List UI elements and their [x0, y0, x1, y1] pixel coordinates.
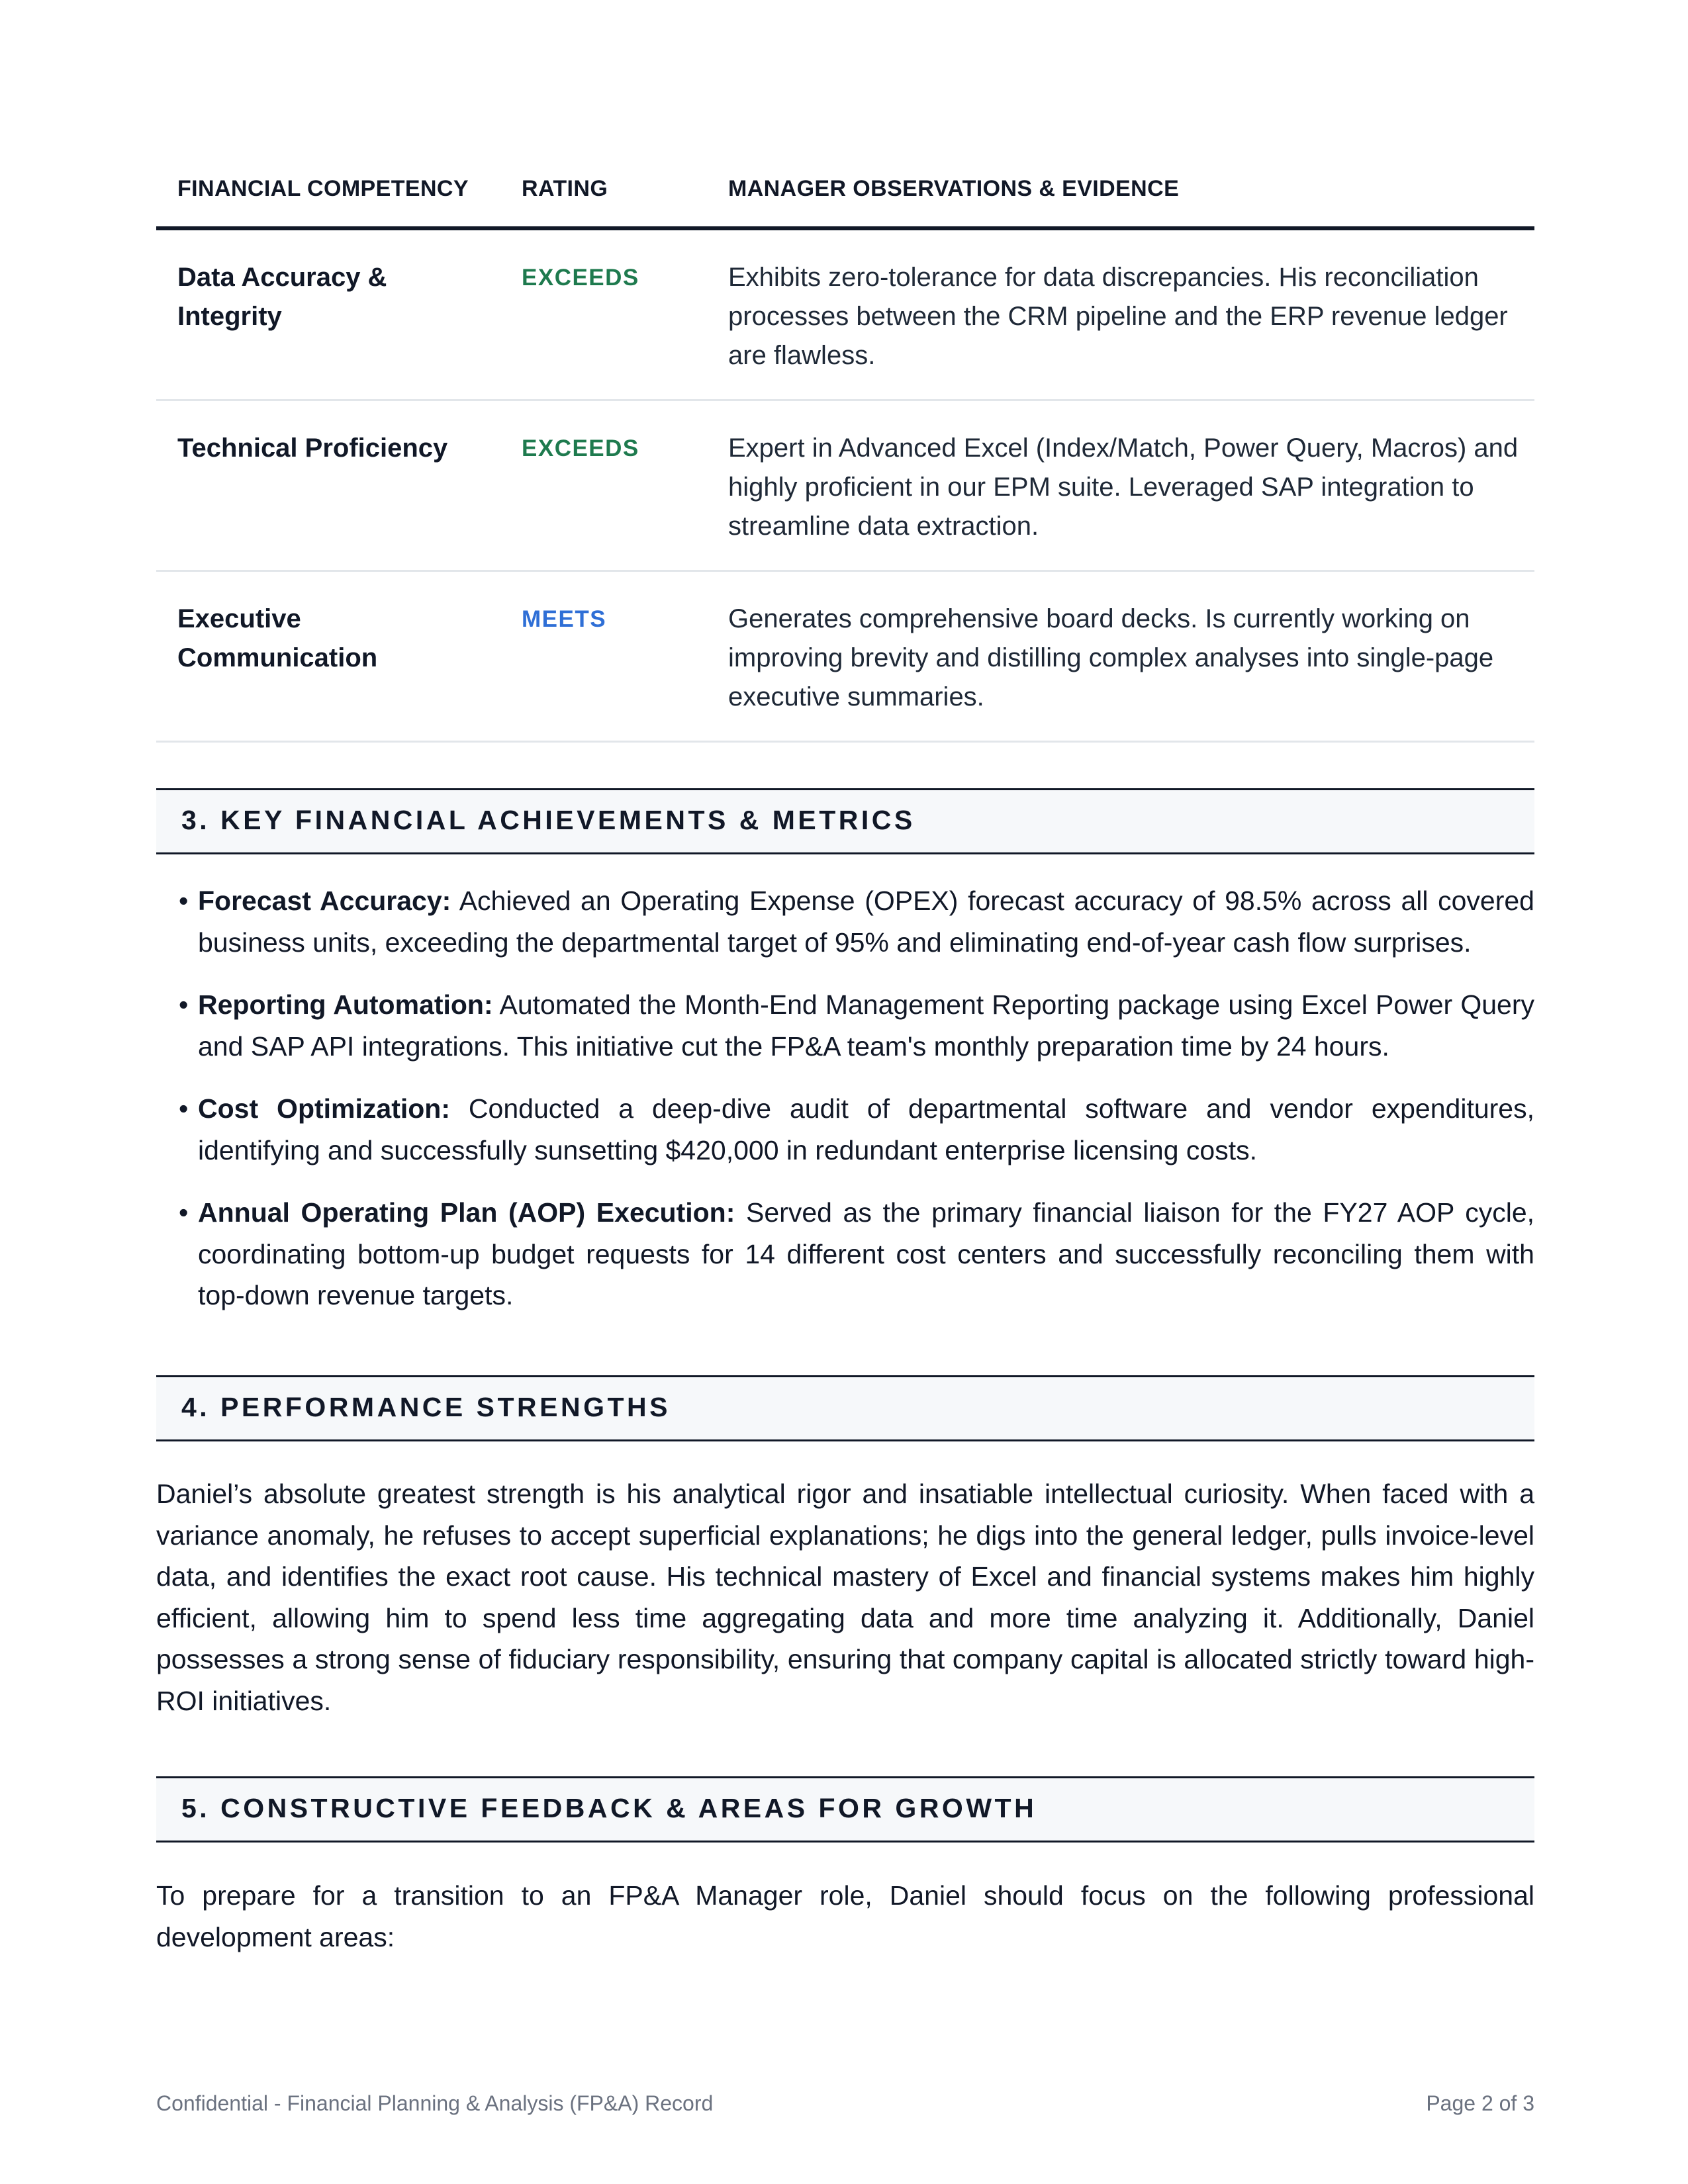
strengths-paragraph: Daniel’s absolute greatest strength is his analytical rigor and insatiable intellectual curiosity. When faced with a variance anomaly, he refuses to accept superficial explanations; he digs into the general ledger, pulls invoice-level data, and identifies the exact root cause. His technical mastery of Excel and financial systems makes him highly efficient, allowing him to spend less time aggregating data and more time analyzing it. Additionally, Daniel possesses a strong sense of fiduciary responsibility, ensuring that company capital is allocated strictly toward high-ROI initiatives.	[156, 1479, 1534, 1716]
section-title: 3. KEY FINANCIAL ACHIEVEMENTS & METRICS	[181, 805, 915, 835]
table-row	[156, 230, 1534, 401]
table-row	[156, 401, 1534, 572]
section-title: 4. PERFORMANCE STRENGTHS	[181, 1392, 671, 1422]
bullet-icon: •	[179, 886, 189, 916]
observation-text: Expert in Advanced Excel (Index/Match, Power Query, Macros) and highly proficient in our EPM suite. Leveraged SAP integration to streamline data extraction.	[728, 433, 1519, 541]
achievements-list	[156, 880, 1534, 1338]
bullet-label: Reporting Automation:	[198, 989, 493, 1020]
header-observations: MANAGER OBSERVATIONS & EVIDENCE	[728, 176, 1180, 201]
header-rating: RATING	[522, 176, 608, 201]
rating-badge: MEETS	[522, 606, 607, 632]
bullet-label: Annual Operating Plan (AOP) Execution:	[198, 1197, 735, 1228]
bullet-label: Forecast Accuracy:	[198, 886, 451, 916]
bullet-icon: •	[179, 1197, 189, 1228]
table-header-row	[156, 152, 1534, 230]
page-number: Page 2 of 3	[1426, 2091, 1534, 2115]
competency-table	[156, 152, 1534, 743]
list-item	[156, 984, 1534, 1067]
bullet-label: Cost Optimization:	[198, 1093, 450, 1124]
list-item	[156, 880, 1534, 963]
competency-name: Executive Communication	[177, 604, 378, 672]
bullet-text: Automated the Month-End Management Reporting package using Excel Power Query and SAP API integrations. This initiative cut the FP&A team's monthly preparation time by 24 hours.	[198, 989, 1534, 1062]
footer-confidential: Confidential - Financial Planning & Analysis (FP&A) Record	[156, 2091, 714, 2115]
section-title: 5. CONSTRUCTIVE FEEDBACK & AREAS FOR GROWTH	[181, 1793, 1037, 1823]
list-item	[156, 1192, 1534, 1316]
section-header-strengths	[156, 1375, 1534, 1441]
bullet-text: Served as the primary financial liaison for the FY27 AOP cycle, coordinating bottom-up budget requests for 14 different cost centers and successfully reconciling them with top-down revenue targets.	[198, 1197, 1535, 1310]
bullet-text: Achieved an Operating Expense (OPEX) forecast accuracy of 98.5% across all covered business units, exceeding the departmental target of 95% and eliminating end-of-year cash flow surprises.	[198, 886, 1534, 958]
bullet-icon: •	[179, 989, 189, 1020]
bullet-text: Conducted a deep-dive audit of departmental software and vendor expenditures, identifying and successfully sunsetting $420,000 in redundant enterprise licensing costs.	[198, 1093, 1534, 1165]
observation-text: Generates comprehensive board decks. Is currently working on improving brevity and distilling complex analyses into single-page executive summaries.	[728, 604, 1494, 711]
competency-name: Technical Proficiency	[177, 433, 448, 463]
table-row	[156, 572, 1534, 743]
growth-intro-paragraph: To prepare for a transition to an FP&A Manager role, Daniel should focus on the following professional development areas:	[156, 1880, 1534, 1952]
section-header-achievements	[156, 788, 1534, 854]
observation-text: Exhibits zero-tolerance for data discrepancies. His reconciliation processes between the CRM pipeline and the ERP revenue ledger are flawless.	[728, 263, 1508, 370]
rating-badge: EXCEEDS	[522, 435, 639, 461]
competency-name: Data Accuracy & Integrity	[177, 263, 387, 331]
bullet-icon: •	[179, 1093, 189, 1124]
list-item	[156, 1088, 1534, 1171]
section-header-growth	[156, 1776, 1534, 1843]
rating-badge: EXCEEDS	[522, 265, 639, 291]
header-competency: FINANCIAL COMPETENCY	[177, 176, 469, 201]
